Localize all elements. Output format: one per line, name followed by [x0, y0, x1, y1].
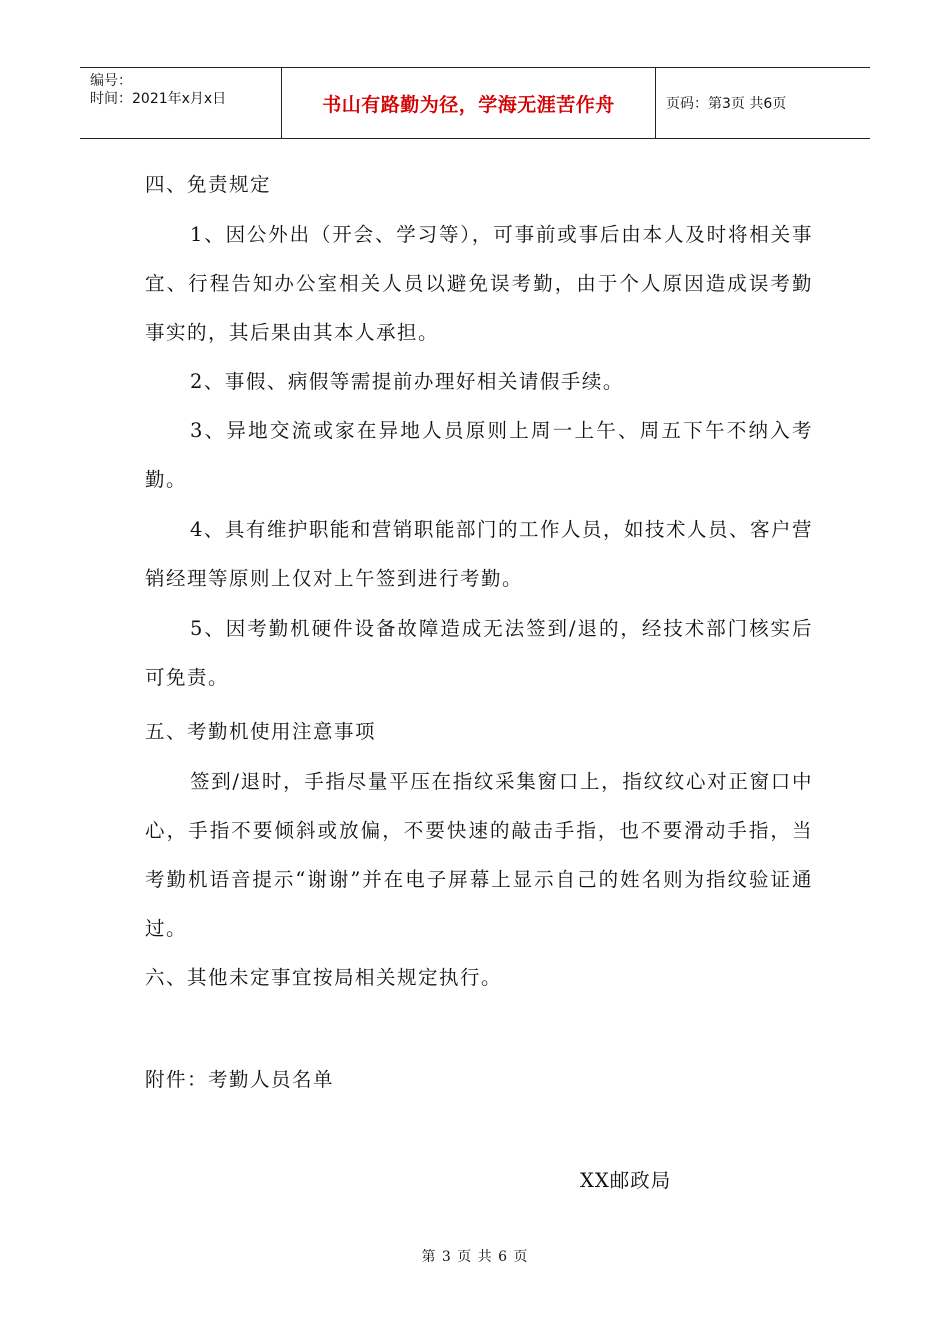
- item5-paragraph: 5、因考勤机硬件设备故障造成无法签到/退的，经技术部门核实后可免责。: [145, 617, 813, 689]
- item3-paragraph: 3、异地交流或家在异地人员原则上周一上午、周五下午不纳入考勤。: [145, 419, 813, 491]
- organization-signature: XX邮政局: [580, 1169, 672, 1192]
- item4-paragraph: 4、具有维护职能和营销职能部门的工作人员，如技术人员、客户营销经理等原则上仅对上午签到进行考勤。: [145, 518, 813, 590]
- page-footer: 第 3 页 共 6 页: [421, 1249, 529, 1265]
- attachment-line: 附件：考勤人员名单: [145, 1068, 335, 1091]
- header-meta-cell: [80, 68, 282, 138]
- document-header: [80, 67, 870, 139]
- number-label: 编号：: [90, 73, 132, 89]
- time-label: 时间：2021年x月x日: [90, 91, 227, 107]
- item1-paragraph: 1、因公外出（开会、学习等），可事前或事后由本人及时将相关事宜、行程告知办公室相关人员以避免误考勤，由于个人原因造成误考勤事实的，其后果由其本人承担。: [145, 223, 813, 344]
- section5-paragraph: 签到/退时，手指尽量平压在指纹采集窗口上，指纹纹心对正窗口中心，手指不要倾斜或放偏，不要快速的敲击手指，也不要滑动手指，当考勤机语音提示“谢谢”并在电子屏幕上显示自己的姓名则为指纹验证通过。: [145, 770, 813, 940]
- item2-paragraph: 2、事假、病假等需提前办理好相关请假手续。: [190, 370, 624, 393]
- section5-title: 五、考勤机使用注意事项: [145, 720, 377, 743]
- section4-title: 四、免责规定: [145, 173, 272, 196]
- header-page-cell: [656, 68, 870, 138]
- section6-paragraph: 六、其他未定事宜按局相关规定执行。: [145, 966, 503, 989]
- header-page-info: 页码：第3页 共6页: [666, 96, 787, 112]
- motto-text: 书山有路勤为径，学海无涯苦作舟: [322, 93, 615, 116]
- header-motto-cell: [282, 68, 656, 138]
